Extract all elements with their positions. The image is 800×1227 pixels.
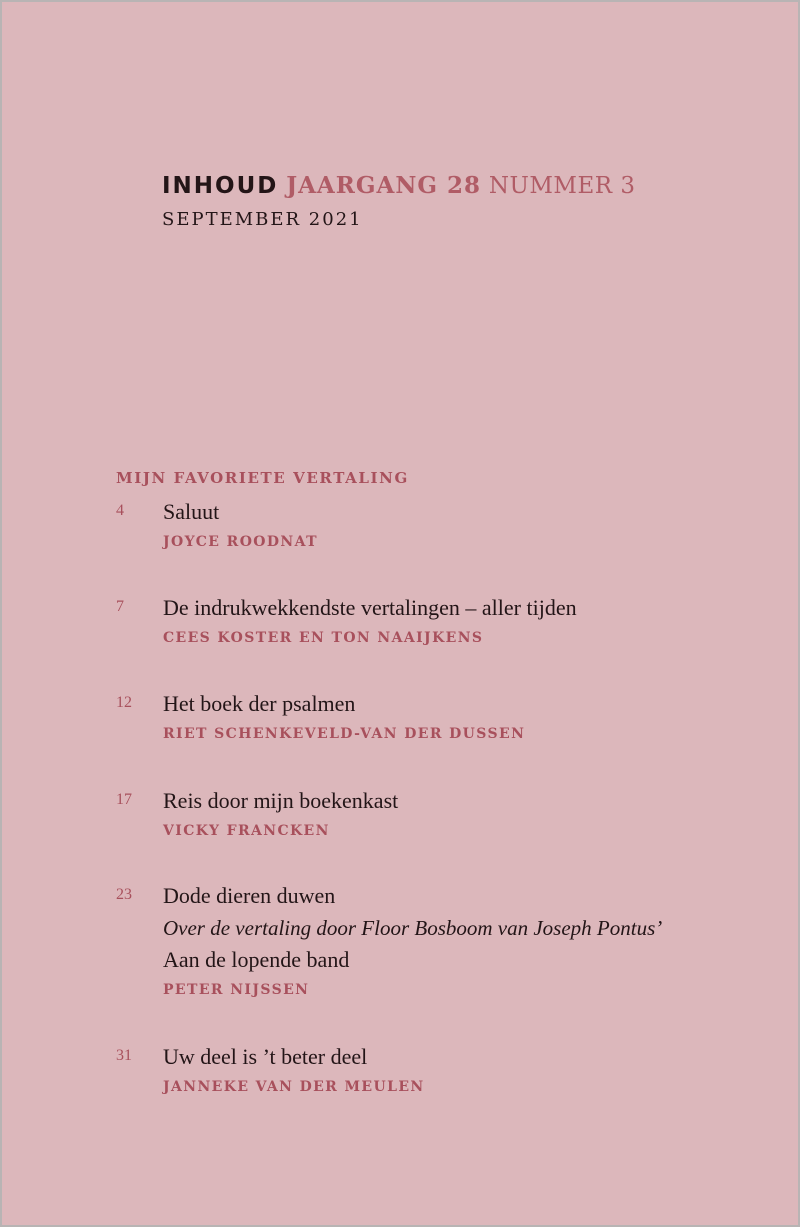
entry-title: Reis door mijn boekenkast	[163, 788, 399, 813]
page-number: 31	[116, 1047, 132, 1064]
entry-title: Het boek der psalmen	[163, 691, 356, 716]
toc-entry[interactable]	[116, 592, 736, 646]
page-number: 17	[116, 791, 132, 808]
section-title: MIJN FAVORIETE VERTALING	[116, 469, 409, 487]
header	[162, 172, 636, 230]
entry-title: De indrukwekkendste vertalingen – aller tijden	[163, 595, 577, 620]
jaargang-label: JAARGANG 28	[286, 172, 482, 199]
toc-entry[interactable]	[116, 1041, 736, 1095]
entry-author: JANNEKE VAN DER MEULEN	[163, 1079, 425, 1095]
inhoud-label: INHOUD	[162, 173, 279, 199]
nummer-label: NUMMER 3	[488, 173, 636, 199]
entry-author: RIET SCHENKEVELD-VAN DER DUSSEN	[163, 726, 526, 742]
page-number: 23	[116, 886, 132, 903]
page-number: 4	[116, 502, 124, 519]
page-number: 12	[116, 694, 132, 711]
entry-title: Uw deel is ’t beter deel	[163, 1044, 368, 1069]
entry-author: VICKY FRANCKEN	[163, 823, 330, 839]
issue-date: SEPTEMBER 2021	[162, 209, 363, 230]
entry-title: Dode dieren duwen	[163, 883, 336, 908]
entry-title: Saluut	[163, 499, 220, 524]
page-number: 7	[116, 598, 124, 615]
toc-entry[interactable]	[116, 785, 736, 839]
toc-entry[interactable]	[116, 880, 736, 998]
toc-entry[interactable]	[116, 688, 736, 742]
entry-author: JOYCE ROODNAT	[163, 534, 318, 550]
entry-title-continued: Aan de lopende band	[163, 947, 350, 972]
entry-subtitle: Over de vertaling door Floor Bosboom van Joseph Pontus’	[163, 916, 663, 940]
entry-author: CEES KOSTER EN TON NAAIJKENS	[163, 630, 484, 646]
entry-author: PETER NIJSSEN	[163, 982, 310, 998]
toc-entry[interactable]	[116, 496, 736, 550]
header-title-line	[162, 172, 636, 199]
